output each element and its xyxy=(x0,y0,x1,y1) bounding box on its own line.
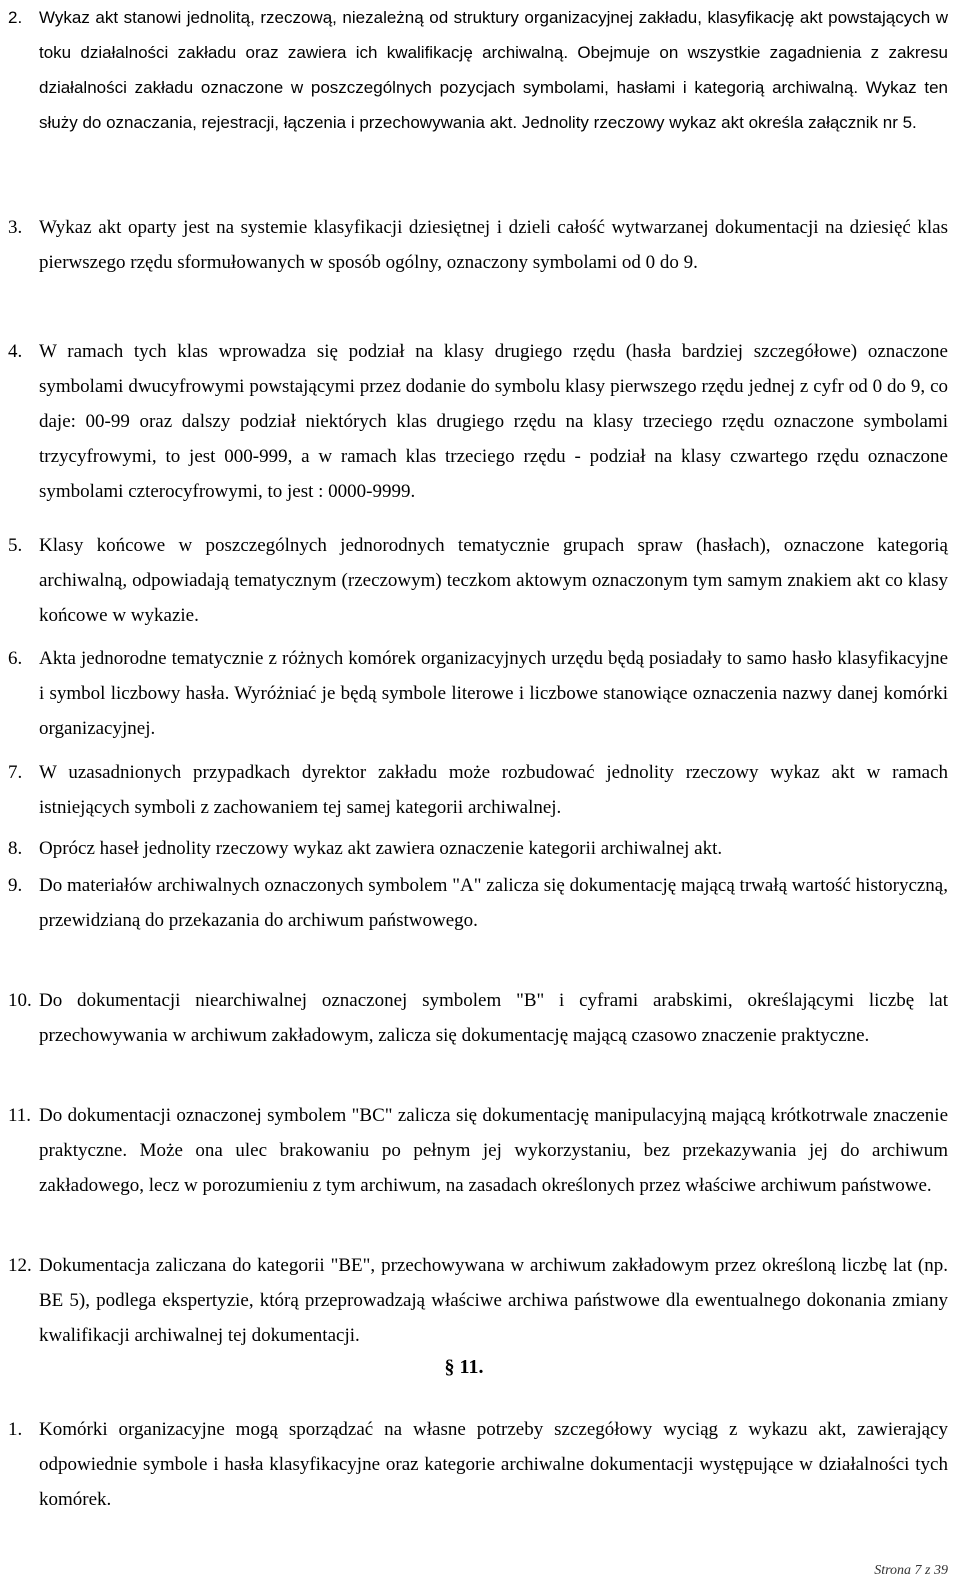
section-heading xyxy=(0,1352,960,1382)
item-text: Do dokumentacji oznaczonej symbolem "BC" zalicza się dokumentację manipulacyjną mającą krótkotrwale znaczenie praktyczne. Może ona ulec brakowaniu po pełnym jej wykorzystaniu, bez przekazywania jej do archiwum zakładowego, lecz w porozumieniu z tym archiwum, na zasadach określonych przez właściwe archiwum państwowe. xyxy=(39,1105,948,1196)
item-text: Wykaz akt stanowi jednolitą, rzeczową, niezależną od struktury organizacyjnej zakładu, klasyfikację akt powstających w toku działalności zakładu oraz zawiera ich kwalifikację archiwalną. Obejmuje on wszystkie zagadnienia z zakresu działalności zakładu oznaczone w poszczególnych pozycjach symbolami, hasłami i kategorią archiwalną. Wykaz ten służy do oznaczania, rejestracji, łączenia i przechowywania akt. Jednolity rzeczowy wykaz akt określa załącznik nr 5. xyxy=(39,8,948,132)
item-text: Wykaz akt oparty jest na systemie klasyfikacji dziesiętnej i dzieli całość wytwarzanej dokumentacji na dziesięć klas pierwszego rzędu sformułowanych w sposób ogólny, oznaczony symbolami od 0 do 9. xyxy=(39,217,948,273)
item-text: Klasy końcowe w poszczególnych jednorodnych tematycznie grupach spraw (hasłach), oznaczone kategorią archiwalną, odpowiadają tematycznym (rzeczowym) teczkom aktowym oznaczonym tym samym znakiem akt co klasy końcowe w wykazie. xyxy=(39,535,948,626)
item-number: 4. xyxy=(8,341,23,362)
item-number: 6. xyxy=(8,648,23,669)
item-text: W uzasadnionych przypadkach dyrektor zakładu może rozbudować jednolity rzeczowy wykaz akt w ramach istniejących symboli z zachowaniem tej samej kategorii archiwalnej. xyxy=(39,762,948,818)
item-text: Komórki organizacyjne mogą sporządzać na własne potrzeby szczegółowy wyciąg z wykazu akt, zawierający odpowiednie symbole i hasła klasyfikacyjne oraz kategorie archiwalne dokumentacji występujące w działalności tych komórek. xyxy=(39,1419,948,1510)
item-number: 11. xyxy=(8,1105,32,1126)
item-number: 5. xyxy=(8,535,23,556)
item-number: 12. xyxy=(8,1255,32,1276)
item-number: 10. xyxy=(8,990,32,1011)
item-number: 2. xyxy=(8,8,23,27)
item-text: Do dokumentacji niearchiwalnej oznaczonej symbolem "B" i cyframi arabskimi, określającymi liczbę lat przechowywania w archiwum zakładowym, zalicza się dokumentację mającą czasowo znaczenie praktyczne. xyxy=(39,990,948,1046)
page-footer: Strona 7 z 39 xyxy=(874,1563,948,1578)
item-text: W ramach tych klas wprowadza się podział na klasy drugiego rzędu (hasła bardziej szczegółowe) oznaczone symbolami dwucyfrowymi powstającymi przez dodanie do symbolu klasy pierwszego rzędu jednej z cyfr od 0 do 9, co daje: 00-99 oraz dalszy podział niektórych klas drugiego rzędu na klasy trzeciego rzędu oznaczone symbolami trzycyfrowymi, to jest 000-999, a w ramach klas trzeciego rzędu - podział na klasy czwartego rzędu oznaczone symbolami czterocyfrowymi, to jest : 0000-9999. xyxy=(39,341,948,502)
item-text: Do materiałów archiwalnych oznaczonych symbolem "A" zalicza się dokumentację mającą trwałą wartość historyczną, przewidzianą do przekazania do archiwum państwowego. xyxy=(39,875,948,931)
item-number: 1. xyxy=(8,1419,23,1440)
item-number: 3. xyxy=(8,217,23,238)
item-number: 7. xyxy=(8,762,23,783)
item-number: 9. xyxy=(8,875,23,896)
section-heading-text: § 11. xyxy=(444,1356,484,1378)
item-number: 8. xyxy=(8,838,23,859)
item-text: Akta jednorodne tematycznie z różnych komórek organizacyjnych urzędu będą posiadały to samo hasło klasyfikacyjne i symbol liczbowy hasła. Wyróżniać je będą symbole literowe i liczbowe stanowiące oznaczenia nazwy danej komórki organizacyjnej. xyxy=(39,648,948,739)
item-text: Oprócz haseł jednolity rzeczowy wykaz akt zawiera oznaczenie kategorii archiwalnej akt. xyxy=(39,838,723,859)
item-text: Dokumentacja zaliczana do kategorii "BE", przechowywana w archiwum zakładowym przez określoną liczbę lat (np. BE 5), podlega ekspertyzie, którą przeprowadzają właściwe archiwa państwowe dla ewentualnego dokonania zmiany kwalifikacji archiwalnej tej dokumentacji. xyxy=(39,1255,948,1346)
